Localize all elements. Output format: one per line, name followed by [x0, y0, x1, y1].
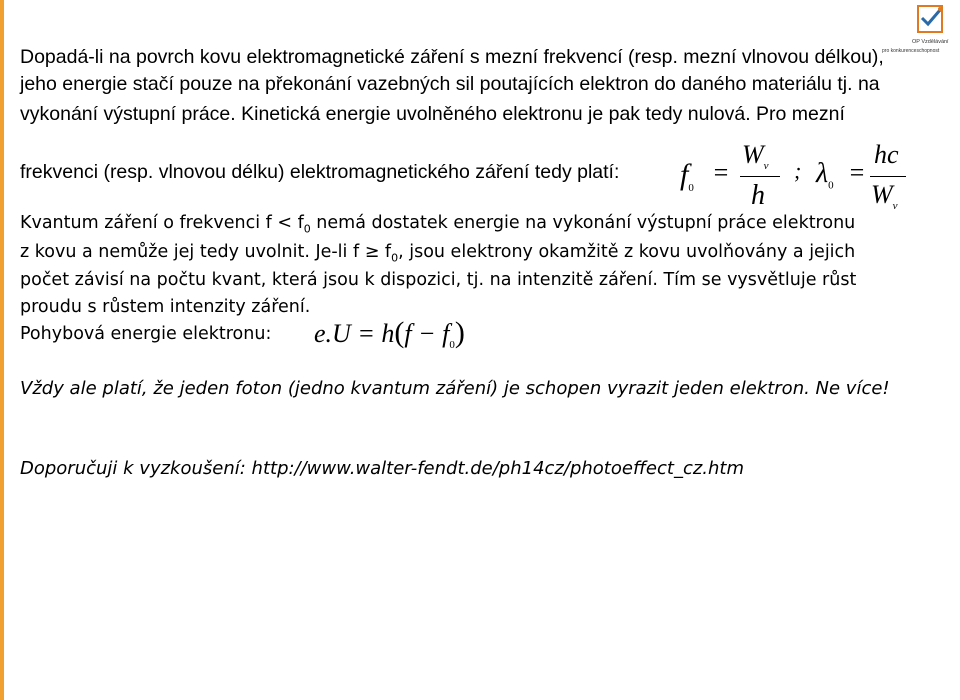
para2-line1: Kvantum záření o frekvenci $f < f_0$ nemá dostatek energie na vykonání výstupní práce elektronu — [20, 213, 856, 236]
fraction1-bar — [740, 176, 780, 177]
para2-line2: z kovu a nemůže jej tedy uvolnit. Je-li $f \ge f_0$, jsou elektrony okamžitě z kovu uvolňovány a jejich — [20, 242, 856, 265]
para1-line4: frekvenci (resp. vlnovou délku) elektromagnetického záření tedy platí: — [20, 161, 620, 183]
equals-sign-1: = — [712, 158, 730, 187]
fraction2-bar — [870, 176, 906, 177]
lambda0-symbol: $\lambda_0$ — [816, 158, 834, 192]
fraction1-numerator: $W_v$ — [742, 140, 769, 173]
f0-symbol: $f_0$ — [680, 158, 694, 194]
logo-subcaption: pro konkurenceschopnost — [882, 48, 940, 54]
para2-line5: Pohybová energie elektronu: — [20, 324, 272, 344]
para2-line4: proudu s růstem intenzity záření. — [20, 297, 311, 317]
para2-line3: počet závisí na počtu kvant, která jsou k dispozici, tj. na intenzitě záření. Tím se vysvětluje růst — [20, 270, 857, 290]
equals-sign-2: = — [848, 158, 866, 187]
logo-icon — [882, 4, 954, 44]
formula-kinetic-energy: $e.U = h(f - f_0)$ — [314, 316, 465, 352]
para1-line1: Dopadá-li na povrch kovu elektromagnetické záření s mezní frekvencí (resp. mezní vlnovou délkou), — [20, 46, 884, 68]
fraction1-denominator: h — [751, 180, 765, 211]
note-one-photon-one-electron: Vždy ale platí, že jeden foton (jedno kvantum záření) je schopen vyrazit jeden elektron. Ne více! — [20, 378, 890, 399]
fraction2-numerator: hc — [874, 140, 899, 169]
formula-separator: ; — [794, 158, 802, 183]
fraction2-denominator: $W_v$ — [871, 180, 898, 213]
recommendation-link[interactable]: Doporučuji k vyzkoušení: http://www.walter-fendt.de/ph14cz/photoeffect_cz.htm — [20, 458, 745, 479]
left-accent-bar — [0, 0, 4, 700]
para1-line3: vykonání výstupní práce. Kinetická energie uvolněného elektronu je pak tedy nulová. Pro mezní — [20, 103, 845, 125]
op-vzdelavani-logo — [882, 4, 954, 54]
logo-caption: OP Vzdělávání — [912, 39, 949, 45]
para1-line2: jeho energie stačí pouze na překonání vazebných sil poutajících elektron do daného materiálu tj. na — [20, 73, 880, 95]
